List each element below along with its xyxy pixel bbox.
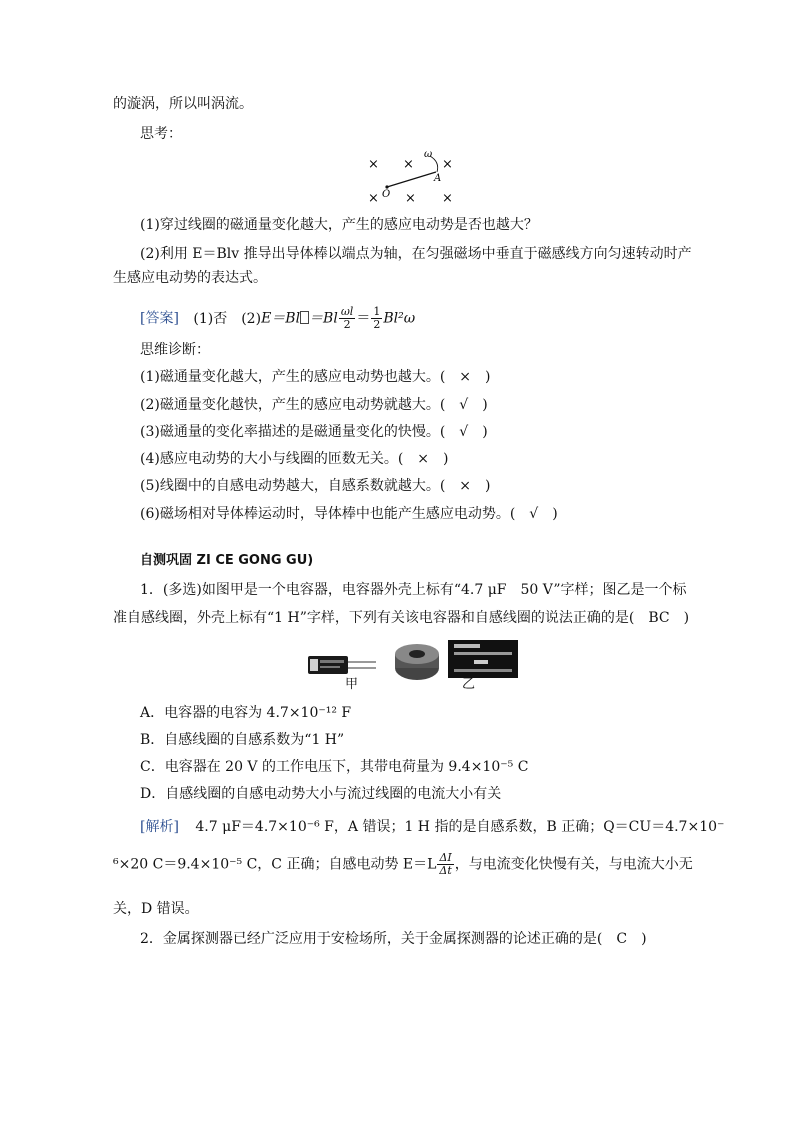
field-cross-2: × <box>403 157 414 172</box>
analysis-text-2b: ，与电流变化快慢有关，与电流大小无 <box>454 856 693 873</box>
diagnosis-item: (1)磁通量变化越大，产生的感应电动势也越大。( × ) <box>140 369 491 385</box>
figure-label-jia: 甲 <box>345 677 359 692</box>
answer-label: [答案] <box>140 310 179 327</box>
analysis-label: [解析] <box>140 819 179 835</box>
field-cross-1: × <box>368 157 379 172</box>
figure-label-yi: 乙 <box>462 677 476 692</box>
analysis-text-2a: ⁶×20 C＝9.4×10⁻⁵ C，C 正确；自感电动势 E＝L <box>113 856 437 873</box>
answer-expr-start: E＝Bl <box>261 310 301 327</box>
point-o-label: O <box>382 189 391 200</box>
analysis-text-1: 4.7 μF＝4.7×10⁻⁶ F，A 错误；1 H 指的是自感系数，B 正确；Q＝CU＝4.7×10⁻ <box>195 819 725 835</box>
omega-label: ω <box>424 149 433 160</box>
missing-glyph-box <box>300 311 309 324</box>
answer-expr-end: Bl²ω <box>383 310 416 327</box>
answer-line <box>140 306 415 331</box>
think-label: 思考： <box>140 126 182 142</box>
fraction-one-half: $\frac{1}{2}$ <box>373 305 381 331</box>
question-2-line2: 生感应电动势的表达式。 <box>113 270 267 286</box>
option-d: D．自感线圈的自感电动势大小与流过线圈的电流大小有关 <box>140 786 502 802</box>
self-test-q1-line1: 1．(多选)如图甲是一个电容器，电容器外壳上标有“4.7 μF 50 V”字样；图乙是一个标 <box>140 582 687 598</box>
option-c: C．电容器在 20 V 的工作电压下，其带电荷量为 9.4×10⁻⁵ C <box>140 759 529 775</box>
analysis-line3: 关，D 错误。 <box>113 901 199 917</box>
self-test-q1-line2: 准自感线圈，外壳上标有“1 H”字样，下列有关该电容器和自感线圈的说法正确的是( BC ) <box>113 610 690 626</box>
answer-part1: (1)否 (2) <box>193 310 262 327</box>
diagnosis-title: 思维诊断： <box>140 342 210 358</box>
analysis-line1 <box>140 817 724 837</box>
analysis-line2 <box>113 852 693 877</box>
self-test-heading: 自测巩固 ZI CE GONG GU) <box>140 553 314 568</box>
answer-expr-mid: ＝Bl <box>309 310 338 327</box>
answer-eq: ＝ <box>356 310 371 327</box>
question-2-line1: (2)利用 E＝Blv 推导出导体棒以端点为轴，在匀强磁场中垂直于磁感线方向匀速转动时产 <box>140 246 692 262</box>
conductor-rod <box>387 172 436 187</box>
diagnosis-item: (3)磁通量的变化率描述的是磁通量变化的快慢。( √ ) <box>140 424 488 440</box>
rotating-rod-figure <box>360 148 470 210</box>
field-cross-6: × <box>442 191 453 206</box>
field-cross-5: × <box>405 191 416 206</box>
diagnosis-item: (4)感应电动势的大小与线圈的匝数无关。( × ) <box>140 451 449 467</box>
fraction-omega-l-over-2: $\frac{\omega l}{2}$ <box>340 305 354 331</box>
capacitor-photo <box>306 650 378 680</box>
option-a: A．电容器的电容为 4.7×10⁻¹² F <box>140 705 352 721</box>
intro-tail: 的漩涡，所以叫涡流。 <box>113 96 253 112</box>
point-a-label: A <box>434 173 442 184</box>
fraction-delta-i-over-delta-t: $\frac{\Delta I}{\Delta t}$ <box>439 851 452 877</box>
self-test-q2: 2．金属探测器已经广泛应用于安检场所，关于金属探测器的论述正确的是( C ) <box>140 931 647 947</box>
option-b: B．自感线圈的自感系数为“1 H” <box>140 732 345 748</box>
diagnosis-item: (2)磁通量变化越快，产生的感应电动势就越大。( √ ) <box>140 397 488 413</box>
question-1: (1)穿过线圈的磁通量变化越大，产生的感应电动势是否也越大？ <box>140 217 538 233</box>
field-cross-4: × <box>368 191 379 206</box>
diagnosis-item: (5)线圈中的自感电动势越大，自感系数就越大。( × ) <box>140 478 491 494</box>
field-cross-3: × <box>442 157 453 172</box>
diagnosis-item: (6)磁场相对导体棒运动时，导体棒中也能产生感应电动势。( √ ) <box>140 506 558 522</box>
